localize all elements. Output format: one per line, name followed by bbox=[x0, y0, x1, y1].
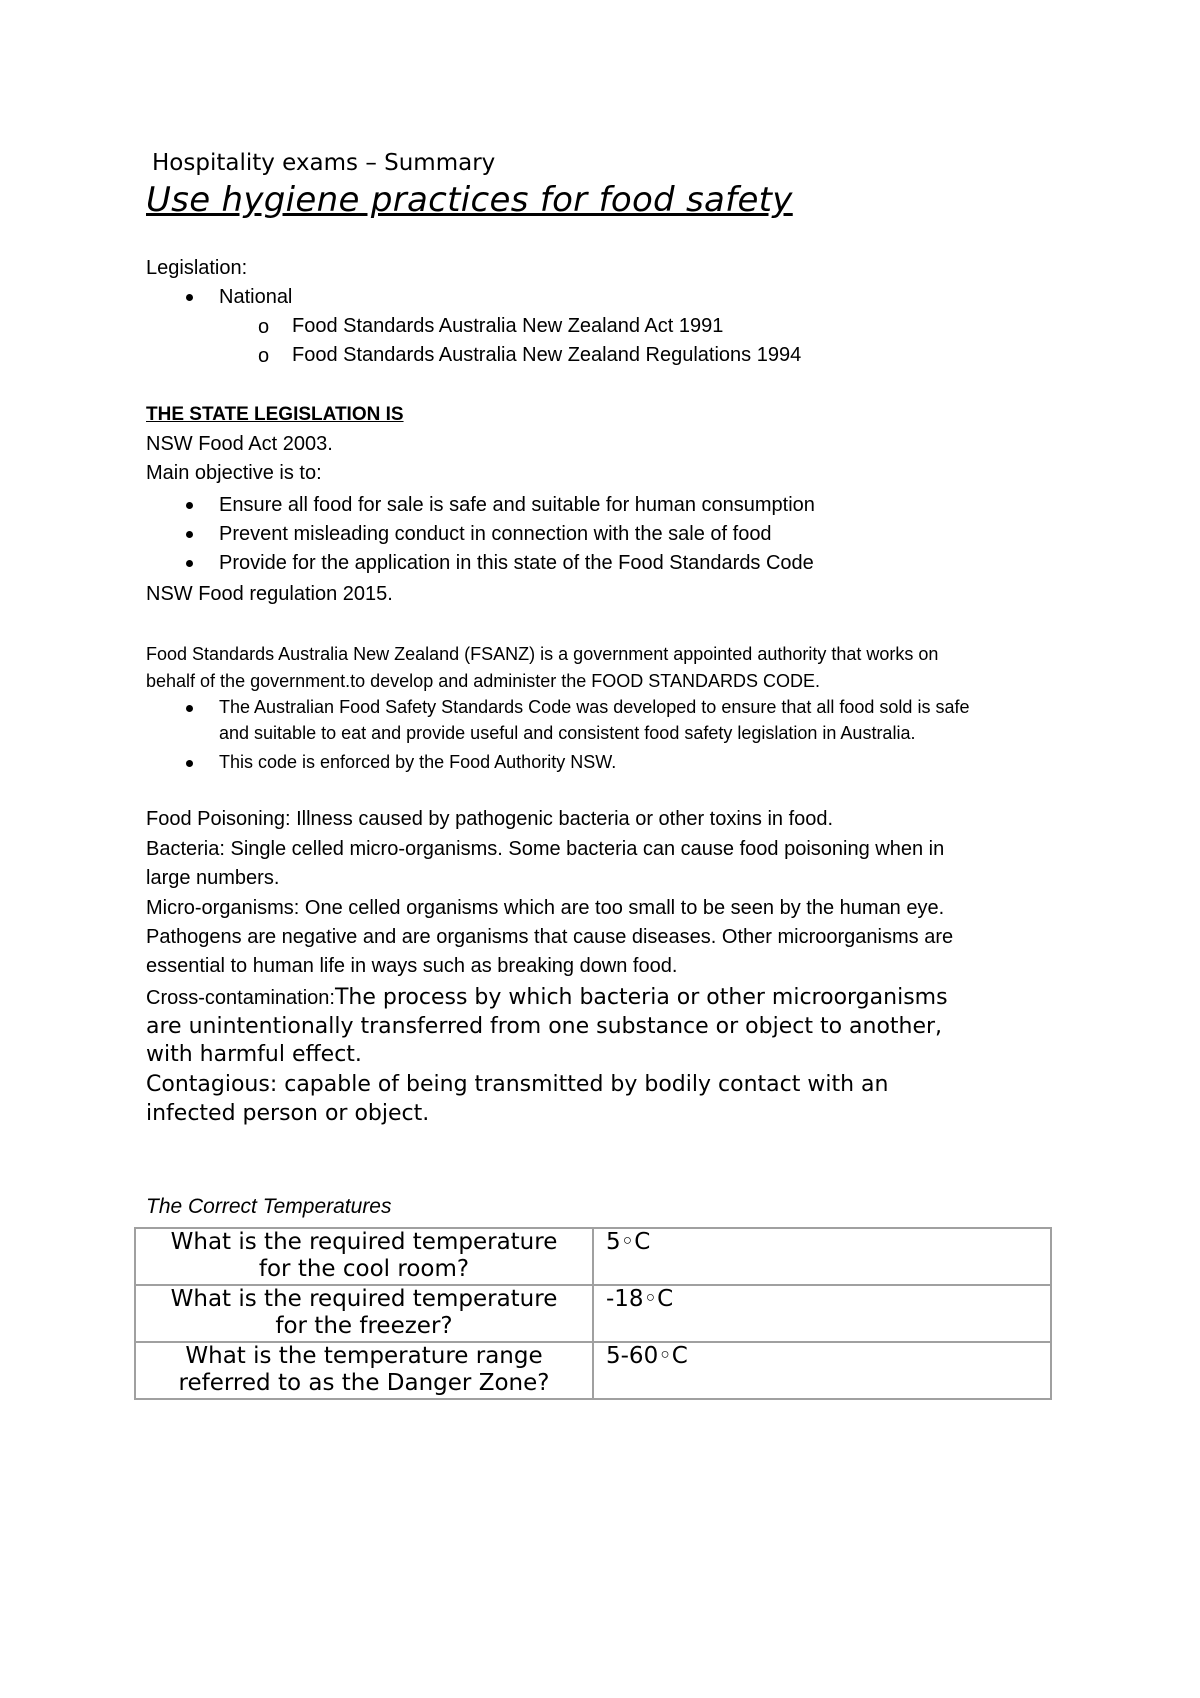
bullet-icon bbox=[186, 294, 193, 301]
definition-micro-organisms: Micro-organisms: One celled organisms which are too small to be seen by the human eye. bbox=[146, 897, 945, 919]
definition-contagious: Contagious: capable of being transmitted by bodily contact with an bbox=[146, 1072, 889, 1097]
definition-food-poisoning: Food Poisoning: Illness caused by pathogenic bacteria or other toxins in food. bbox=[146, 808, 834, 830]
answer-text: 5-60◦C bbox=[606, 1343, 688, 1369]
question-cell bbox=[135, 1285, 593, 1342]
legislation-label: Legislation: bbox=[146, 257, 248, 279]
temperatures-heading: The Correct Temperatures bbox=[146, 1195, 392, 1218]
cross-contamination-continued: with harmful effect. bbox=[146, 1042, 362, 1067]
cross-contamination-label: Cross-contamination: bbox=[146, 987, 335, 1009]
national-item: Food Standards Australia New Zealand Regulations 1994 bbox=[292, 344, 802, 366]
table-row bbox=[135, 1342, 1051, 1399]
question-text: What is the temperature range bbox=[185, 1343, 543, 1369]
bullet-icon bbox=[186, 560, 193, 567]
bullet-icon bbox=[186, 705, 193, 712]
definition-pathogens-continued: essential to human life in ways such as breaking down food. bbox=[146, 955, 678, 977]
state-act: NSW Food Act 2003. bbox=[146, 433, 333, 455]
question-text: for the cool room? bbox=[258, 1256, 470, 1282]
question-text: referred to as the Danger Zone? bbox=[178, 1370, 550, 1396]
answer-cell bbox=[593, 1285, 1051, 1342]
answer-cell bbox=[593, 1228, 1051, 1285]
question-text: What is the required temperature bbox=[170, 1229, 558, 1255]
table-row bbox=[135, 1285, 1051, 1342]
objective-label: Main objective is to: bbox=[146, 462, 322, 484]
document-header: Hospitality exams – Summary bbox=[152, 150, 496, 176]
answer-text: 5◦C bbox=[606, 1229, 651, 1255]
question-text: for the freezer? bbox=[275, 1313, 453, 1339]
objective-item: Prevent misleading conduct in connection with the sale of food bbox=[219, 523, 772, 545]
fsanz-text: Food Standards Australia New Zealand (FSANZ) is a government appointed authority that works on bbox=[146, 644, 939, 664]
fsanz-bullet-continued: and suitable to eat and provide useful and consistent food safety legislation in Australia. bbox=[219, 723, 916, 743]
bullet-icon bbox=[186, 502, 193, 509]
temperature-table bbox=[134, 1227, 1052, 1400]
page-title: Use hygiene practices for food safety bbox=[146, 180, 793, 220]
answer-cell bbox=[593, 1342, 1051, 1399]
sub-bullet-icon: o bbox=[258, 345, 270, 367]
answer-text: -18◦C bbox=[606, 1286, 674, 1312]
fsanz-text: behalf of the government.to develop and administer the FOOD STANDARDS CODE. bbox=[146, 671, 820, 691]
definition-bacteria: Bacteria: Single celled micro-organisms. Some bacteria can cause food poisoning when in bbox=[146, 838, 945, 860]
question-text: What is the required temperature bbox=[170, 1286, 558, 1312]
question-cell bbox=[135, 1228, 593, 1285]
national-label: National bbox=[219, 286, 293, 308]
national-item: Food Standards Australia New Zealand Act 1991 bbox=[292, 315, 724, 337]
definition-cross-contamination bbox=[146, 985, 948, 1010]
table-row bbox=[135, 1228, 1051, 1285]
cross-contamination-text: The process by which bacteria or other microorganisms bbox=[334, 985, 948, 1010]
sub-bullet-icon: o bbox=[258, 316, 270, 338]
bullet-icon bbox=[186, 531, 193, 538]
fsanz-bullet: This code is enforced by the Food Authority NSW. bbox=[219, 752, 617, 772]
bullet-icon bbox=[186, 760, 193, 767]
fsanz-bullet: The Australian Food Safety Standards Code was developed to ensure that all food sold is safe bbox=[219, 697, 970, 717]
state-legislation-heading: THE STATE LEGISLATION IS bbox=[146, 404, 404, 425]
definition-pathogens: Pathogens are negative and are organisms that cause diseases. Other microorganisms are bbox=[146, 926, 954, 948]
objective-item: Provide for the application in this state of the Food Standards Code bbox=[219, 552, 814, 574]
definition-bacteria-continued: large numbers. bbox=[146, 867, 280, 889]
objective-item: Ensure all food for sale is safe and suitable for human consumption bbox=[219, 494, 815, 516]
definition-contagious-continued: infected person or object. bbox=[146, 1101, 430, 1126]
question-cell bbox=[135, 1342, 593, 1399]
cross-contamination-continued: are unintentionally transferred from one substance or object to another, bbox=[146, 1014, 943, 1039]
state-regulation: NSW Food regulation 2015. bbox=[146, 583, 393, 605]
